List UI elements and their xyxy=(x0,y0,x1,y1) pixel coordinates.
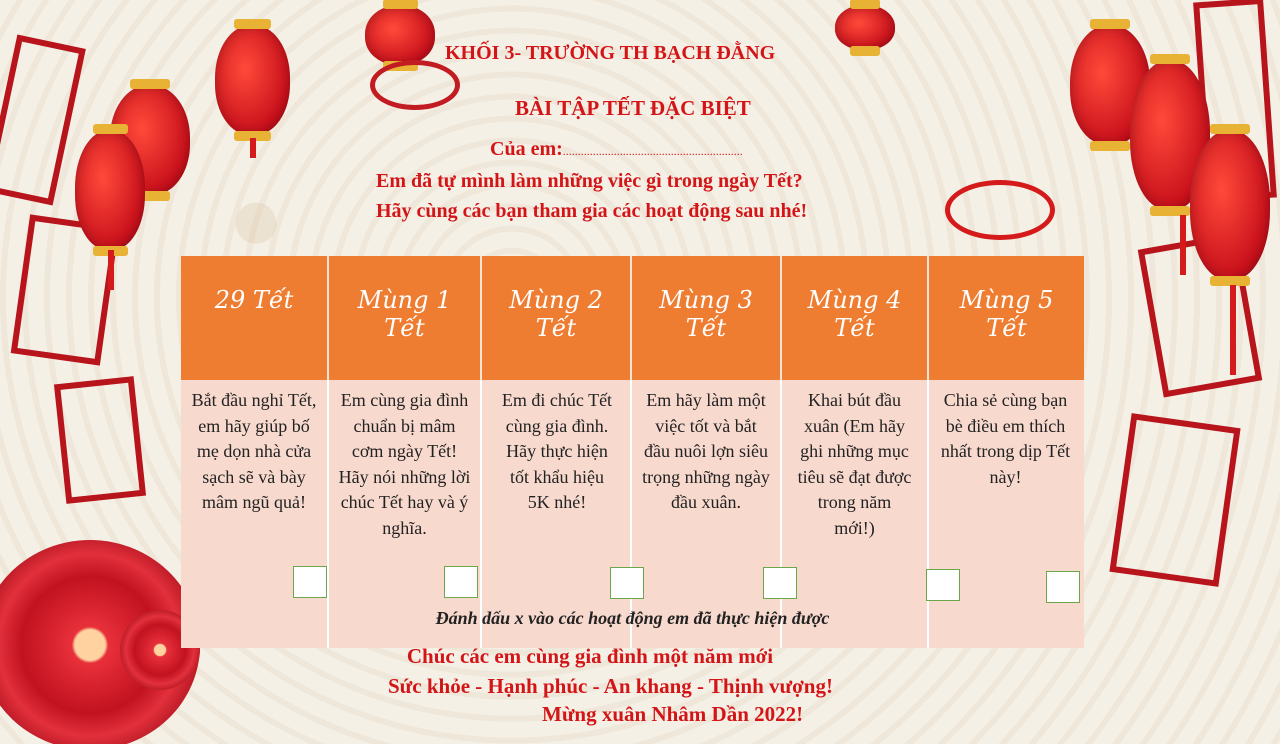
name-label: Của em: xyxy=(490,138,563,160)
task-text: Em cùng gia đình chuẩn bị mâm cơm ngày Tết! Hãy nói những lời chúc Tết hay và ý nghĩa. xyxy=(338,390,471,538)
lattice-frame xyxy=(1109,413,1240,587)
wish-line-2: Sức khỏe - Hạnh phúc - An khang - Thịnh vượng! xyxy=(388,674,833,698)
day-header-line1: Mùng 3 xyxy=(659,286,753,314)
right-decoration xyxy=(1080,0,1280,744)
task-text: Khai bút đầu xuân (Em hãy ghi những mục tiêu sẽ đạt được trong năm mới!) xyxy=(797,390,912,538)
day-header-line2: Tết xyxy=(986,314,1027,342)
done-checkbox[interactable] xyxy=(444,566,478,598)
tassel-icon xyxy=(1180,215,1186,275)
day-header-line2: Tết xyxy=(535,314,577,342)
done-checkbox[interactable] xyxy=(293,566,327,598)
instruction-note: Đánh dấu x vào các hoạt động em đã thực hiện được xyxy=(435,608,830,628)
wish-line-3: Mừng xuân Nhâm Dần 2022! xyxy=(542,702,804,726)
day-header xyxy=(329,256,482,380)
lattice-frame xyxy=(54,376,146,504)
task-text: Em đi chúc Tết cùng gia đình. Hãy thực hiện tốt khẩu hiệu 5K nhé! xyxy=(501,390,613,512)
cloud-ornament-icon xyxy=(370,60,460,110)
day-header-line1: 29 Tết xyxy=(214,286,294,314)
lantern-icon xyxy=(1190,130,1270,280)
day-header-line1: Mùng 5 xyxy=(959,286,1054,314)
left-decoration xyxy=(0,0,200,744)
table-header-row xyxy=(181,256,1084,380)
lantern-icon xyxy=(215,25,290,135)
tassel-icon xyxy=(1230,285,1236,375)
activity-table xyxy=(181,256,1084,648)
question-1: Em đã tự mình làm những việc gì trong ngày Tết? xyxy=(376,170,803,192)
day-header xyxy=(632,256,782,380)
day-header-line2: Tết xyxy=(834,314,875,342)
day-header-line2: Tết xyxy=(384,314,425,342)
task-text: Em hãy làm một việc tốt và bắt đầu nuôi lợn siêu trọng những ngày đầu xuân. xyxy=(642,390,770,512)
lantern-icon xyxy=(365,5,435,65)
done-checkbox[interactable] xyxy=(1046,571,1080,603)
day-header xyxy=(929,256,1084,380)
student-name-line xyxy=(490,138,743,161)
day-header xyxy=(782,256,929,380)
day-header xyxy=(482,256,632,380)
task-text: Chia sẻ cùng bạn bè điều em thích nhất trong dịp Tết này! xyxy=(940,390,1071,487)
tassel-icon xyxy=(108,250,114,290)
day-header-line1: Mùng 1 xyxy=(357,286,452,314)
name-dots: ............................................................ xyxy=(562,144,743,158)
wish-line-1: Chúc các em cùng gia đình một năm mới xyxy=(406,644,774,668)
day-header-line2: Tết xyxy=(685,314,727,342)
question-2: Hãy cùng các bạn tham gia các hoạt động sau nhé! xyxy=(376,200,808,222)
lantern-icon xyxy=(75,130,145,250)
task-text: Bắt đầu nghỉ Tết, em hãy giúp bố mẹ dọn nhà cửa sạch sẽ và bày mâm ngũ quả! xyxy=(191,390,317,512)
lattice-frame xyxy=(0,34,86,205)
chinese-knot-icon xyxy=(945,180,1055,240)
tassel-icon xyxy=(250,138,256,158)
day-header-line1: Mùng 4 xyxy=(807,286,902,314)
page-title: BÀI TẬP TẾT ĐẶC BIỆT xyxy=(515,96,751,120)
school-name: KHỐI 3- TRƯỜNG TH BẠCH ĐẰNG xyxy=(445,42,776,64)
day-header xyxy=(181,256,329,380)
day-header-line1: Mùng 2 xyxy=(509,286,603,314)
